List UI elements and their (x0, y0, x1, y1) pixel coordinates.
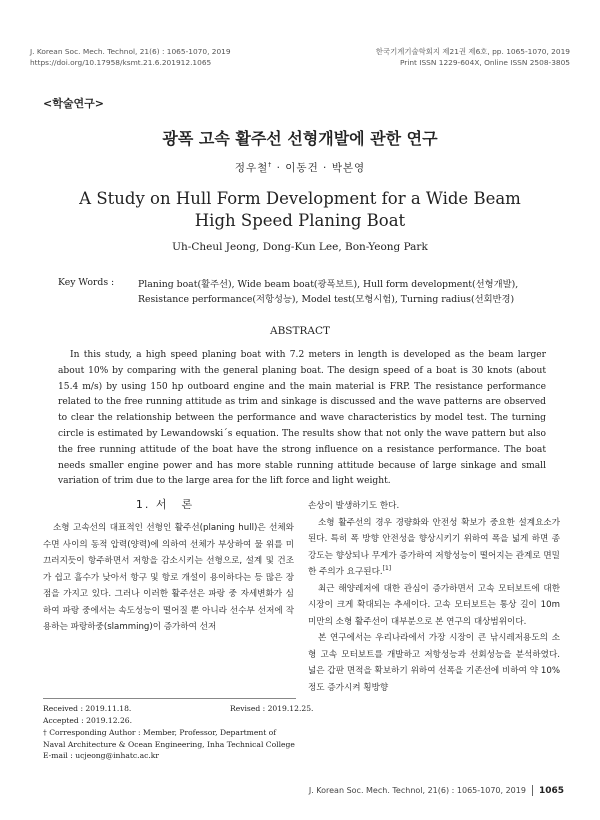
accepted-date: Accepted : 2019.12.26. (43, 716, 133, 725)
corresponding-author-note (43, 727, 296, 762)
author-rest: · 이동건 · 박본영 (272, 162, 366, 174)
revised-date: Revised : 2019.12.25. (230, 704, 314, 713)
right-column (308, 498, 560, 696)
category-tag: <학술연구> (43, 97, 104, 110)
authors-english: Uh-Cheul Jeong, Dong-Kun Lee, Bon-Yeong Park (172, 241, 428, 253)
paragraph (308, 515, 560, 581)
keywords-label: Key Words : (58, 277, 115, 288)
abstract-heading: ABSTRACT (269, 325, 331, 337)
citation-ref[interactable]: [1] (382, 565, 392, 573)
paragraph: 본 연구에서는 우리나라에서 가장 시장이 큰 낚시레저용도의 소형 고속 모터보트를 개발하고 저항성능과 선회성능을 분석하였다. 넓은 갑판 면적을 확보하기 위하여 선폭을 기존선에 비하여 약 10% 정도 증가시켜 횡방향 (308, 633, 560, 693)
dagger-mark: † (268, 161, 273, 169)
header-citation-kr: 한국기계기술학회지 제21권 제6호, pp. 1065-1070, 2019 (375, 47, 570, 56)
left-column-paragraph: 소형 고속선의 대표적인 선형인 활주선(planing hull)은 선체와 수면 사이의 동적 압력(양력)에 의하여 선체가 부상하여 물 위를 미끄러지듯이 항주하면서 저항을 감소시키는 선형으로, 설계 및 건조가 쉽고 흘수가 낮아서 항구 및 항로 개설이 용이하다는 등 많은 장점을 가지고 있다. 그러나 이러한 활주선은 파랑 중 자세변화가 심하여 파랑 중에서는 속도성능이 떨어질 뿐 아니라 선수부 선저에 작용하는 파랑하중(slamming)이 증가하여 선저 (43, 523, 294, 632)
header-issn: Print ISSN 1229-604X, Online ISSN 2508-3805 (399, 58, 570, 67)
author-first: 정우철 (234, 162, 269, 174)
paragraph-text: 소형 활주선의 경우 경량화와 안전성 확보가 중요한 설계요소가 된다. 특히 폭 방향 안전성을 향상시키기 위하여 폭을 넓게 하면 종강도는 향상되나 무게가 증가하여 저항성능이 떨어지는 관계로 면밀한 주의가 요구된다. (308, 517, 560, 577)
author-email[interactable]: E-mail : ucjeong@inhatc.ac.kr (43, 751, 160, 760)
header-doi[interactable]: https://doi.org/10.17958/ksmt.21.6.201912.1065 (30, 58, 212, 67)
footer-divider (532, 785, 533, 796)
authors-korean (0, 160, 600, 175)
header-citation: J. Korean Soc. Mech. Technol, 21(6) : 1065-1070, 2019 (30, 47, 231, 56)
title-korean: 광폭 고속 활주선 선형개발에 관한 연구 (162, 129, 438, 148)
keywords-text: Planing boat(활주선), Wide beam boat(광폭보트), Hull form development(선형개발), Resistance performance(저항성능), Model test(모형시험), Turning radius(선회반경) (138, 279, 519, 305)
page-number: 1065 (538, 785, 564, 796)
title-english: A Study on Hull Form Development for a Wide Beam High Speed Planing Boat (79, 189, 521, 230)
page-footer (309, 785, 564, 796)
section-heading-introduction: 1. 서 론 (135, 498, 195, 511)
paragraph: 최근 해양레저에 대한 관심이 증가하면서 고속 모터보트에 대한 시장이 크게 확대되는 추세이다. 고속 모터보트는 통상 길이 10m 미만의 소형 활주선이 대부분으로 본 연구의 대상범위이다. (308, 583, 560, 627)
footer-citation: J. Korean Soc. Mech. Technol, 21(6) : 1065-1070, 2019 (308, 786, 526, 795)
running-header-right (270, 46, 570, 68)
corresponding-author: † Corresponding Author : Member, Professor, Department of Naval Architecture & Ocean Engineering, Inha Technical College (43, 728, 295, 749)
abstract-text: In this study, a high speed planing boat with 7.2 meters in length is developed as the beam larger about 10% by comparing with the general planing boat. The design speed of a boat is 30 knots (about 15.4 m/s) by using 150 hp outboard engine and the main material is FRP. The resistance performance related to the free running attitude as trim and sinkage is discussed and the wave patterns are observed to clear the relationship between the performance and wave characteristics by model test. The turning circle is estimated by Lewandowski´s equation. The results show that not only the wave pattern but also the free running attitude of the boat have the strong influence on a resistance performance. The boat needs smaller engine power and has more stable running attitude because of large sinkage and small variation of trim due to the large area for the lift force and light weight. (58, 350, 546, 487)
footnote-rule (43, 698, 296, 699)
paragraph-continued: 손상이 발생하기도 한다. (308, 501, 400, 511)
received-date: Received : 2019.11.18. (43, 704, 132, 713)
